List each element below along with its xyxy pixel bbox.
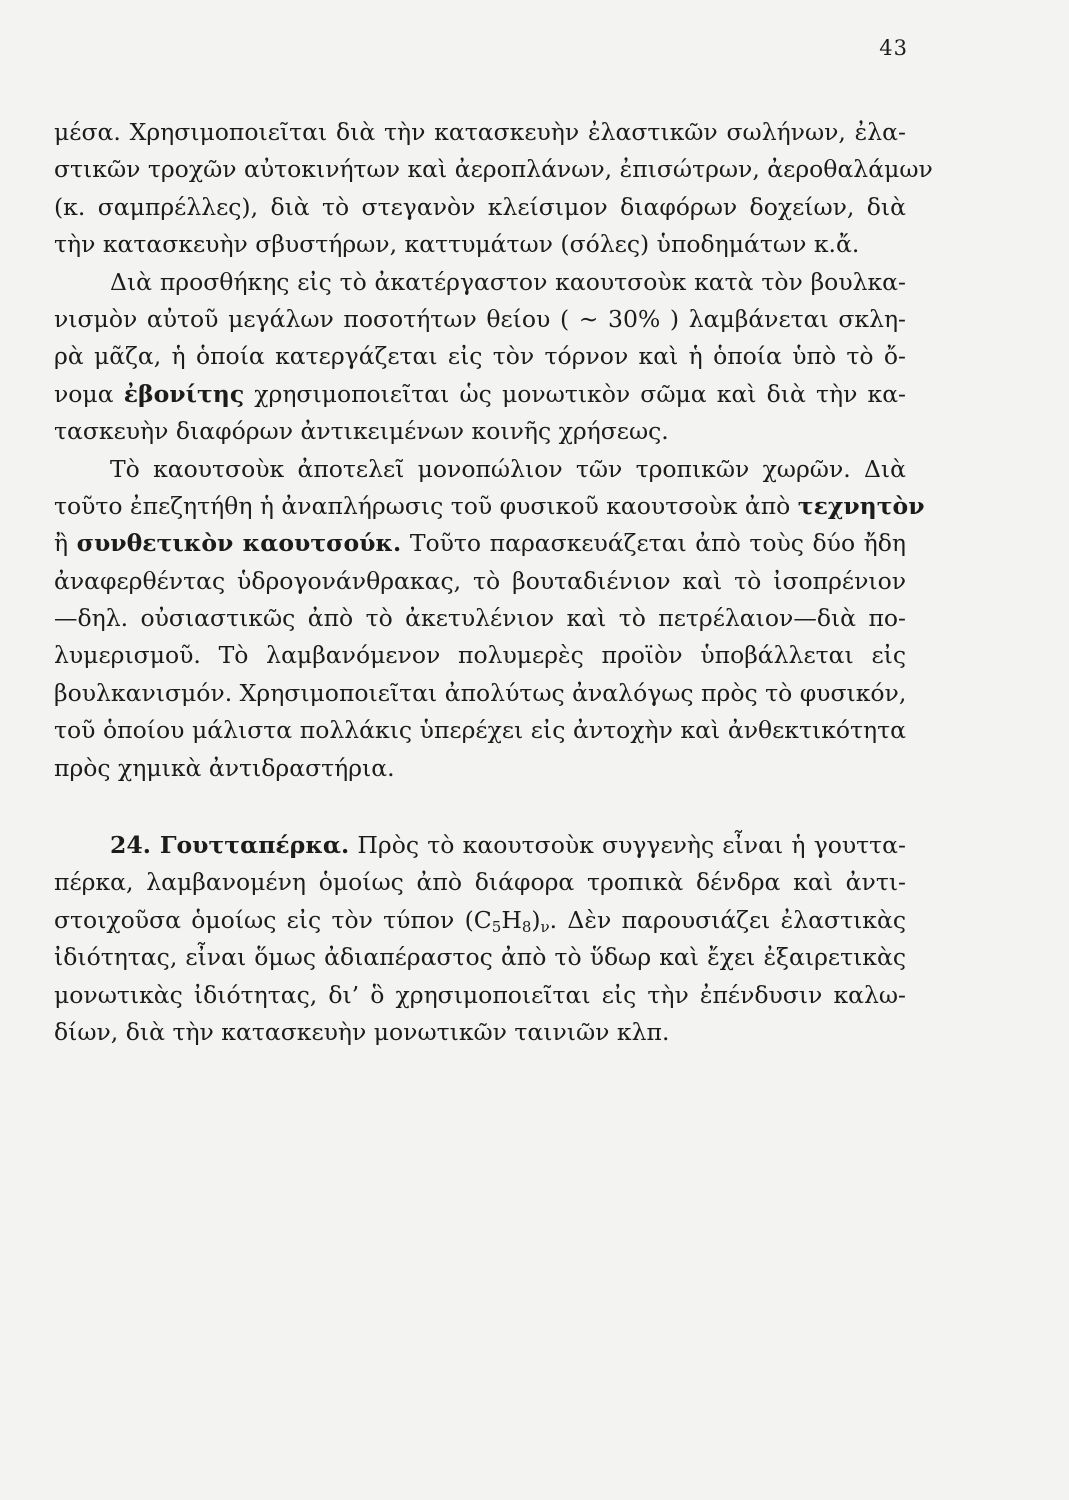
- text-line: [54, 376, 906, 413]
- text-line: βουλκανισμόν. Χρησιμοποιεῖται ἀπολύτως ἀναλόγως πρὸς τὸ φυσικόν,: [54, 678, 907, 707]
- text-fragment: στοιχοῦσα ὁμοίως εἰς τὸν τύπον (C: [54, 905, 492, 934]
- text-line: λυμερισμοῦ. Τὸ λαμβανόμενον πολυμερὲς προϊὸν ὑποβάλλεται εἰς: [54, 641, 906, 670]
- text-fragment: Τοῦτο παρασκευάζεται ἀπὸ τοὺς δύο ἤδη: [401, 529, 906, 558]
- text-fragment: Πρὸς τὸ καουτσοὺκ συγγενὴς εἶναι ἡ γουττα-: [349, 831, 906, 860]
- text-line: τὴν κατασκευὴν σβυστήρων, καττυμάτων (σόλες) ὑποδημάτων κ.ἄ.: [54, 230, 860, 259]
- formula-subscript: 5: [491, 917, 502, 936]
- text-line: ἀναφερθέντας ὑδρογονάνθρακας, τὸ βουταδιένιον καὶ τὸ ἰσοπρένιον: [54, 566, 906, 595]
- formula-element: H: [501, 905, 522, 934]
- text-line: νισμὸν αὐτοῦ μεγάλων ποσοτήτων θείου ( ∼ 30% ) λαμβάνεται σκλη-: [54, 304, 906, 333]
- formula-subscript: 8: [521, 917, 532, 936]
- text-line: πρὸς χημικὰ ἀντιδραστήρια.: [54, 753, 395, 782]
- paragraph-1: [54, 114, 933, 264]
- text-line: μονωτικὰς ἰδιότητας, δι’ ὃ χρησιμοποιεῖται εἰς τὴν ἐπένδυσιν καλω-: [54, 980, 906, 1009]
- text-line: ἰδιότητας, εἶναι ὅμως ἀδιαπέραστος ἀπὸ τὸ ὕδωρ καὶ ἔχει ἐξαιρετικὰς: [54, 943, 906, 972]
- section-gap: [54, 787, 906, 827]
- body-text: [54, 114, 933, 1051]
- text-line: τασκευὴν διαφόρων ἀντικειμένων κοινῆς χρήσεως.: [54, 417, 669, 446]
- text-line: [54, 525, 906, 562]
- text-line: τοῦ ὁποίου μάλιστα πολλάκις ὑπερέχει εἰς ἀντοχὴν καὶ ἀνθεκτικότητα: [54, 716, 906, 745]
- paragraph-2: [54, 264, 906, 451]
- text-fragment: . Δὲν παρουσιάζει ἐλαστικὰς: [549, 905, 906, 934]
- paragraph-3: [54, 451, 925, 788]
- term-synthetic-rubber: συνθετικὸν καουτσούκ.: [76, 529, 402, 558]
- formula-subscript: ν: [540, 917, 550, 936]
- text-line: Τὸ καουτσοὺκ ἀποτελεῖ μονοπώλιον τῶν τροπικῶν χωρῶν. Διὰ: [110, 454, 906, 483]
- term-artificial: τεχνητὸν: [797, 491, 925, 520]
- text-line: Διὰ προσθήκης εἰς τὸ ἀκατέργαστον καουτσοὺκ κατὰ τὸν βουλκα-: [110, 267, 906, 296]
- text-line: δίων, διὰ τὴν κατασκευὴν μονωτικῶν ταινιῶν κλπ.: [54, 1017, 670, 1046]
- text-line: πέρκα, λαμβανομένη ὁμοίως ἀπὸ διάφορα τροπικὰ δένδρα καὶ ἀντι-: [54, 868, 906, 897]
- text-line: (κ. σαμπρέλλες), διὰ τὸ στεγανὸν κλείσιμον διαφόρων δοχείων, διὰ: [54, 192, 906, 221]
- text-line: ρὰ μᾶζα, ἡ ὁποία κατεργάζεται εἰς τὸν τόρνον καὶ ἡ ὁποία ὑπὸ τὸ ὄ-: [54, 342, 906, 371]
- text-fragment: ἢ: [54, 529, 77, 558]
- text-fragment: χρησιμοποιεῖται ὡς μονωτικὸν σῶμα καὶ διὰ τὴν κα-: [244, 379, 906, 408]
- section-heading: 24. Γουτταπέρκα.: [110, 831, 350, 860]
- text-fragment: νομα: [54, 379, 124, 408]
- text-line: [54, 488, 925, 525]
- text-line: στικῶν τροχῶν αὐτοκινήτων καὶ ἀεροπλάνων, ἐπισώτρων, ἀεροθαλάμων: [54, 155, 933, 184]
- text-line: [54, 902, 906, 939]
- text-line: μέσα. Χρησιμοποιεῖται διὰ τὴν κατασκευὴν ἐλαστικῶν σωλήνων, ἐλα-: [54, 118, 906, 146]
- text-fragment: τοῦτο ἐπεζητήθη ἡ ἀναπλήρωσις τοῦ φυσικοῦ καουτσοὺκ ἀπὸ: [54, 491, 798, 520]
- text-line: [54, 827, 906, 864]
- text-fragment: ): [531, 905, 541, 934]
- page-number: 43: [879, 36, 908, 60]
- text-line: —δηλ. οὐσιαστικῶς ἀπὸ τὸ ἀκετυλένιον καὶ τὸ πετρέλαιον—διὰ πο-: [54, 604, 906, 633]
- term-ebonite: ἐβονίτης: [123, 379, 245, 408]
- section-24: [54, 827, 906, 1051]
